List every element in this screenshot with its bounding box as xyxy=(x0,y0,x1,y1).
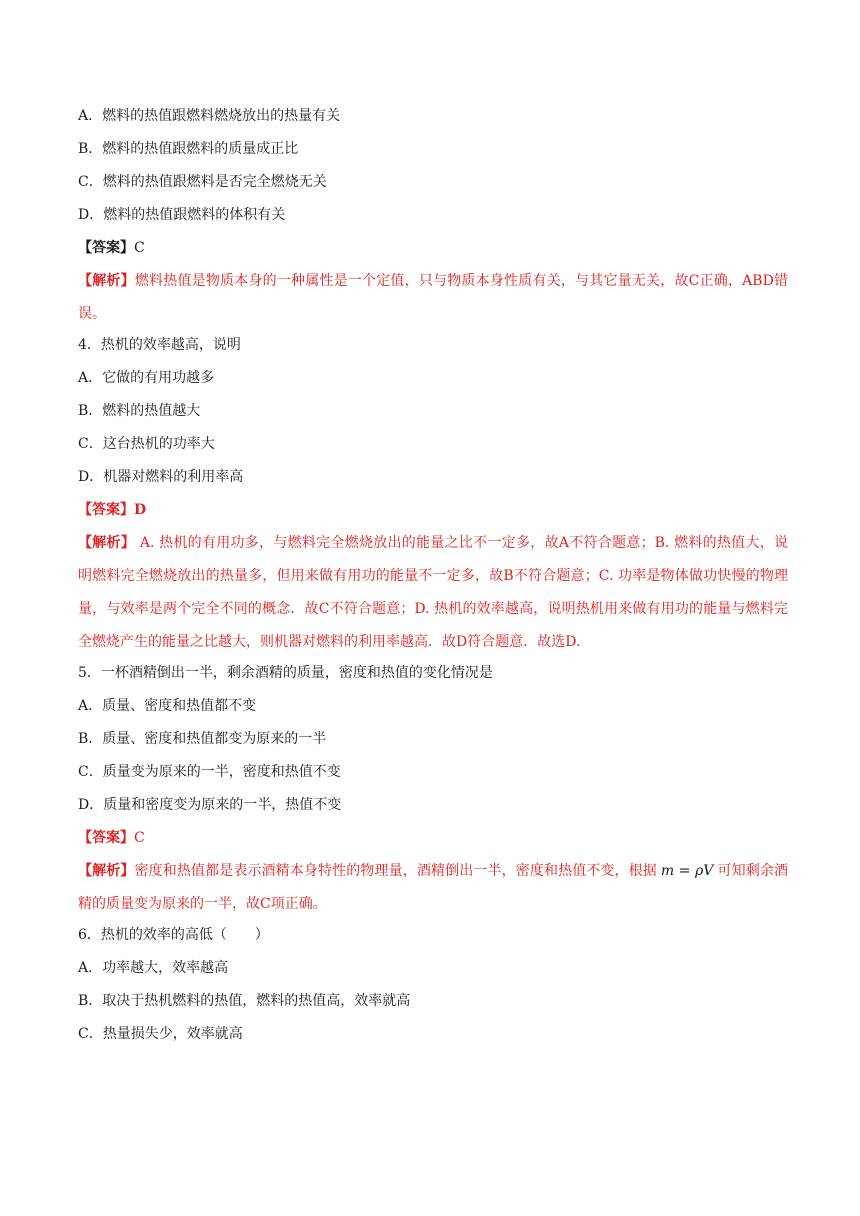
q6-stem: 6．热机的效率的高低（ ） xyxy=(78,927,269,943)
q6-option-c: C．热量损失少，效率就高 xyxy=(78,1026,243,1042)
q3-option-d: D．燃料的热值跟燃料的体积有关 xyxy=(78,207,286,223)
analysis-text: A. 热机的有用功多，与燃料完全燃烧放出的能量之比不一定多，故A不符合题意；B. 燃料的热值大，说明燃料完全燃烧放出的热量多，但用来做有用功的能量不一定多，故B不符合题意；C. 功率是物体做功快慢的物理量，与效率是两个完全不同的概念．故C不符合题意；D. 热机的效率越高，说明热机用来做有用功的能量与燃料完全燃烧产生的能量之比越大，则机器对燃料的利用率越高．故D符合题意．故选D. xyxy=(78,535,788,650)
q5-analysis xyxy=(78,855,788,921)
answer-value: C xyxy=(134,830,145,846)
answer-value: C xyxy=(134,240,145,256)
q3-analysis xyxy=(78,265,788,331)
analysis-text-before: 密度和热值都是表示酒精本身特性的物理量，酒精倒出一半，密度和热值不变，根据 xyxy=(134,863,657,879)
q4-stem: 4．热机的效率越高，说明 xyxy=(78,337,241,353)
q5-option-a: A．质量、密度和热值都不变 xyxy=(78,698,257,714)
q5-option-b: B．质量、密度和热值都变为原来的一半 xyxy=(78,731,327,747)
q4-option-b: B．燃料的热值越大 xyxy=(78,403,201,419)
q4-option-d: D．机器对燃料的利用率高 xyxy=(78,469,244,485)
analysis-tag: 【解析】 xyxy=(78,273,135,289)
q4-analysis xyxy=(78,527,788,659)
q3-option-c: C．燃料的热值跟燃料是否完全燃烧无关 xyxy=(78,174,327,190)
analysis-tag: 【解析】 xyxy=(78,863,135,879)
q4-option-a: A．它做的有用功越多 xyxy=(78,370,215,386)
q5-option-c: C．质量变为原来的一半，密度和热值不变 xyxy=(78,764,341,780)
answer-tag: 【答案】 xyxy=(78,240,134,256)
answer-tag: 【答案】 xyxy=(78,830,134,846)
q4-option-c: C．这台热机的功率大 xyxy=(78,436,215,452)
document-page xyxy=(78,106,788,1057)
q6-option-b: B．取决于热机燃料的热值，燃料的热值高，效率就高 xyxy=(78,993,411,1009)
q3-option-a: A．燃料的热值跟燃料燃烧放出的热量有关 xyxy=(78,108,341,124)
analysis-text: 燃料热值是物质本身的一种属性是一个定值，只与物质本身性质有关，与其它量无关，故C正确，ABD错误。 xyxy=(78,273,788,322)
answer-value: D xyxy=(134,502,147,518)
q6-option-a: A．功率越大，效率越高 xyxy=(78,960,229,976)
analysis-tag: 【解析】 xyxy=(78,535,136,551)
formula-m-rho-v: m = ρV xyxy=(660,863,714,879)
q5-option-d: D．质量和密度变为原来的一半，热值不变 xyxy=(78,797,342,813)
analysis-text-after: 可知剩余酒精的质量变为原来的一半，故C项正确。 xyxy=(78,863,789,912)
q5-stem: 5．一杯酒精倒出一半，剩余酒精的质量，密度和热值的变化情况是 xyxy=(78,665,493,681)
q3-option-b: B．燃料的热值跟燃料的质量成正比 xyxy=(78,141,299,157)
answer-tag: 【答案】 xyxy=(78,502,134,518)
